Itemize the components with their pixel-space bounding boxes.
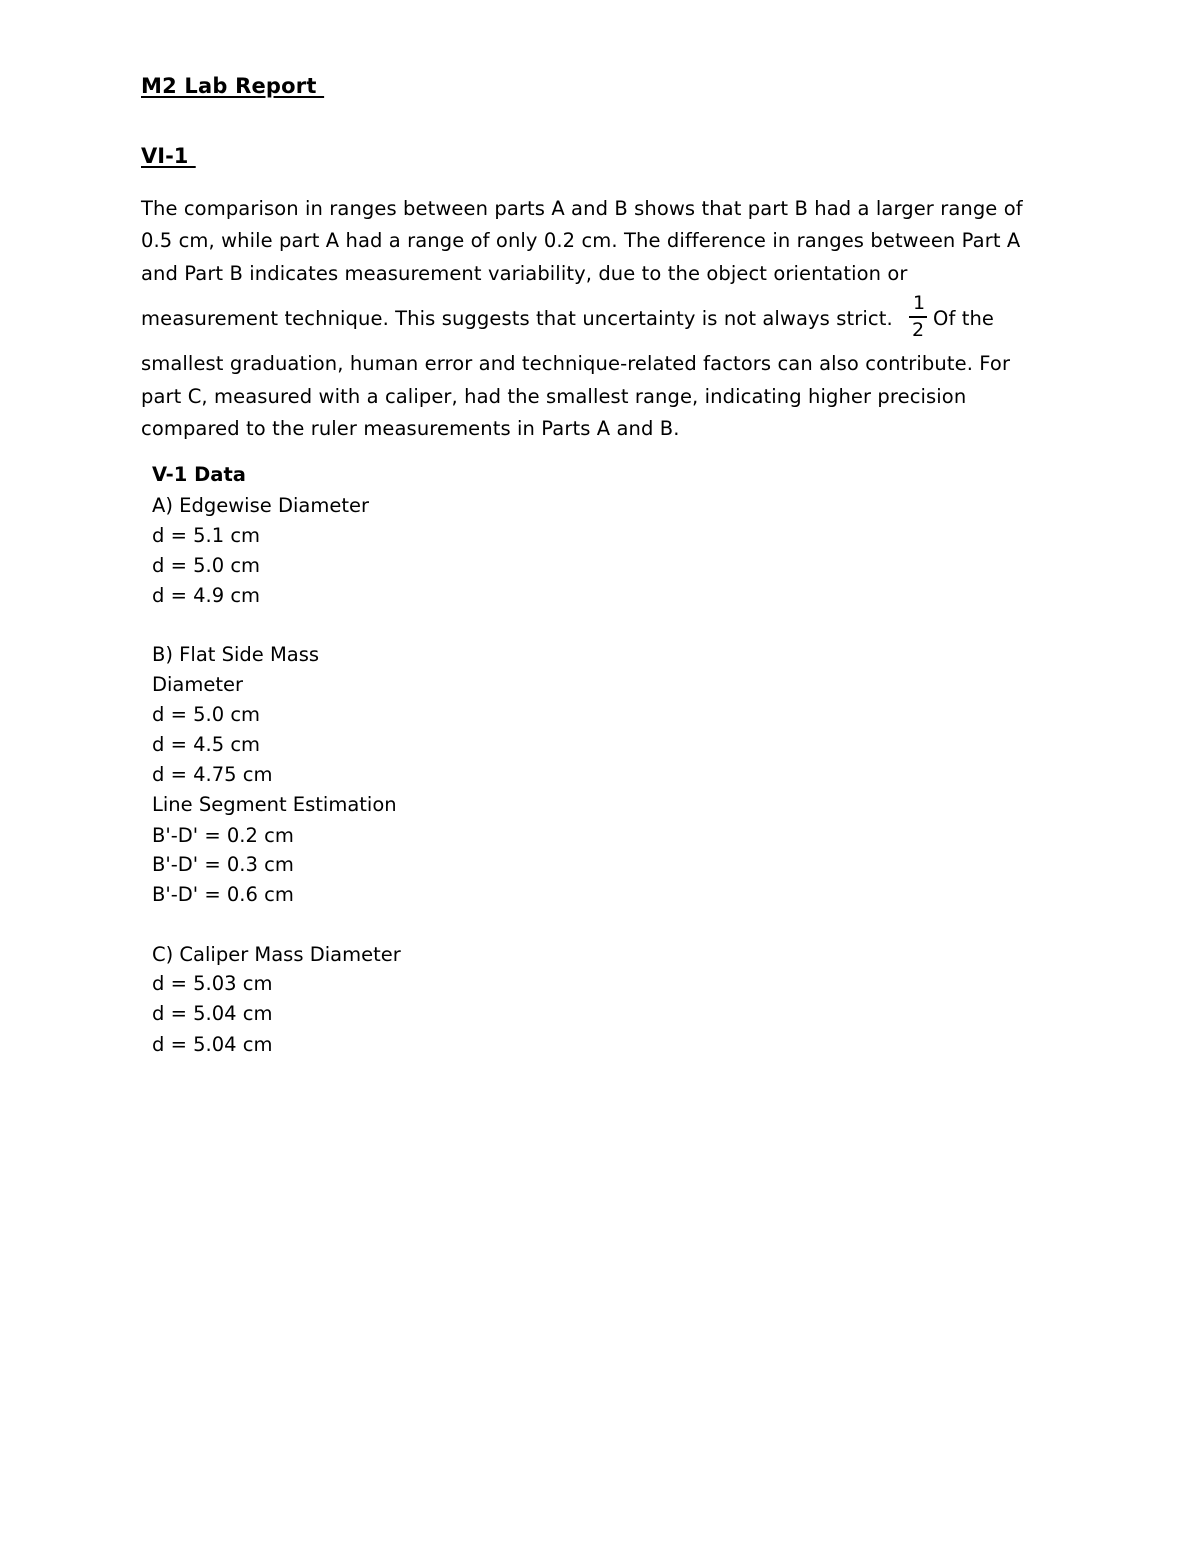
document-title: M2 Lab Report [141,74,325,98]
paragraph-line: Of the [933,307,995,330]
data-line: d = 5.03 cm [152,972,273,995]
data-line: d = 4.75 cm [152,763,273,786]
fraction-numerator: 1 [913,292,926,314]
paragraph-line: measurement technique. This suggests that uncertainty is not always strict. [141,307,893,330]
data-line: d = 5.04 cm [152,1002,273,1025]
data-line: d = 5.0 cm [152,703,261,726]
paragraph-line: compared to the ruler measurements in Parts A and B. [141,417,680,440]
fraction-denominator: 2 [912,319,925,341]
data-line: d = 5.04 cm [152,1033,273,1056]
data-line: d = 4.9 cm [152,584,261,607]
data-line: A) Edgewise Diameter [152,494,369,517]
data-line: Line Segment Estimation [152,793,397,816]
data-line: d = 5.1 cm [152,524,261,547]
one-half-fraction [908,292,930,344]
data-line: d = 4.5 cm [152,733,261,756]
data-line: B) Flat Side Mass [152,643,320,666]
section-heading: VI-1 [141,144,196,168]
data-line: B'-D' = 0.3 cm [152,853,294,876]
paragraph-line: part C, measured with a caliper, had the smallest range, indicating higher precision [141,385,967,408]
data-line: B'-D' = 0.2 cm [152,824,294,847]
data-line: B'-D' = 0.6 cm [152,883,294,906]
paragraph-line: The comparison in ranges between parts A and B shows that part B had a larger range of [141,197,1023,220]
paragraph-line: 0.5 cm, while part A had a range of only 0.2 cm. The difference in ranges between Part A [141,229,1021,252]
paragraph-line: smallest graduation, human error and technique-related factors can also contribute. For [141,352,1011,375]
data-line: C) Caliper Mass Diameter [152,943,401,966]
data-line: Diameter [152,673,244,696]
data-line: d = 5.0 cm [152,554,261,577]
fraction-bar [909,316,927,318]
data-heading: V-1 Data [152,463,246,486]
paragraph-line: and Part B indicates measurement variability, due to the object orientation or [141,262,908,285]
